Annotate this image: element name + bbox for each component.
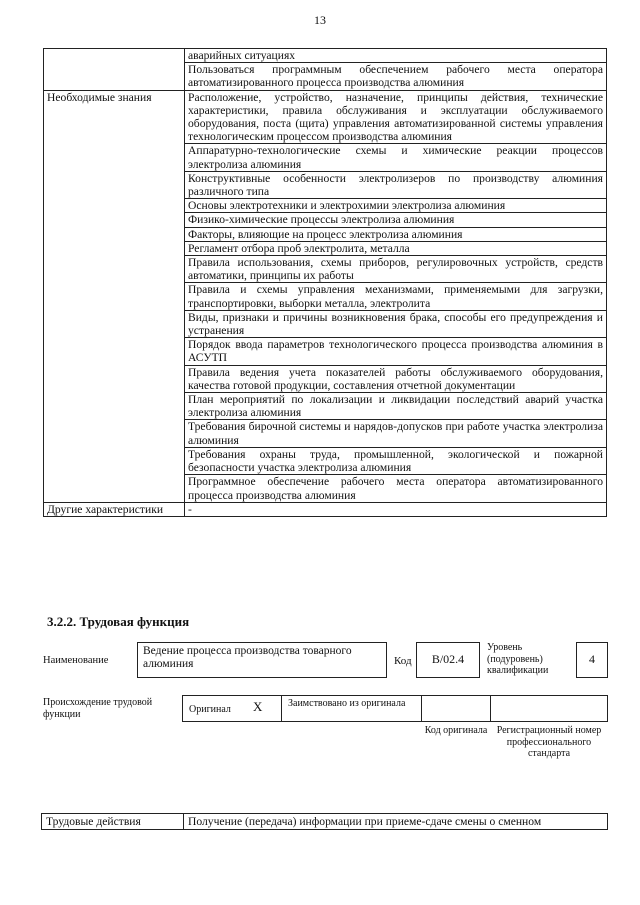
table-row (42, 814, 608, 830)
function-name-box (137, 642, 387, 678)
row-value: Пользоваться программным обеспечением рабочего места оператора автоматизированного процесса производства алюминия (185, 63, 607, 90)
row-value: - (185, 502, 607, 516)
row-value: Правила и схемы управления механизмами, применяемыми для загрузки, транспортировки, выборки металла, электролита (185, 283, 607, 310)
row-value: Требования бирочной системы и нарядов-допусков при работе участка электролиза алюминия (185, 420, 607, 447)
row-label: Другие характеристики (44, 502, 185, 516)
table-row (44, 90, 607, 144)
row-value: Виды, признаки и причины возникновения брака, способы его предупреждения и устранения (185, 310, 607, 337)
level-box (576, 642, 608, 678)
page-number: 13 (314, 13, 326, 27)
original-label: Оригинал (189, 704, 231, 715)
table-row (44, 49, 607, 63)
section-heading: 3.2.2. Трудовая функция (47, 614, 190, 629)
borrowed-box (281, 695, 422, 722)
row-label: Необходимые знания (44, 90, 185, 502)
table-row (44, 502, 607, 516)
knowledge-table-body (44, 49, 607, 517)
level-label: Уровень (подуровень) квалификации (487, 642, 549, 676)
borrowed-label: Заимствовано из оригинала (288, 698, 406, 709)
labor-actions-table (41, 813, 608, 830)
labor-actions-label: Трудовые действия (42, 814, 184, 830)
row-value: Программное обеспечение рабочего места оператора автоматизированного процесса производства алюминия (185, 475, 607, 502)
name-label: Наименование (43, 655, 109, 666)
reg-number-caption: Регистрационный номер профессионального стандарта (496, 725, 602, 759)
row-value: аварийных ситуациях (185, 49, 607, 63)
row-value: Аппаратурно-технологические схемы и химические реакции процессов электролиза алюминия (185, 144, 607, 171)
code-original-box (421, 695, 491, 722)
row-value: Основы электротехники и электрохимии электролиза алюминия (185, 199, 607, 213)
original-box (182, 695, 282, 722)
row-value: Правила ведения учета показателей работы обслуживаемого оборудования, качества готовой продукции, составления отчетной документации (185, 365, 607, 392)
original-mark: X (253, 699, 263, 714)
row-value: Порядок ввода параметров технологического процесса производства алюминия в АСУТП (185, 338, 607, 365)
row-value: План мероприятий по локализации и ликвидации последствий аварий участка электролиза алюминия (185, 393, 607, 420)
code-original-caption: Код оригинала (424, 725, 488, 736)
row-value: Расположение, устройство, назначение, принципы действия, технические характеристики, правила обслуживания и эксплуатации обслуживаемого оборудования, поста (щита) управления автоматизированной системы управления технологическим процессом производства алюминия (185, 90, 607, 144)
code-label: Код (394, 655, 412, 667)
row-value: Правила использования, схемы приборов, регулировочных устройств, средств автоматики, принципы их работы (185, 256, 607, 283)
row-value: Факторы, влияющие на процесс электролиза алюминия (185, 227, 607, 241)
code-box (416, 642, 480, 678)
row-label (44, 49, 185, 91)
labor-actions-value: Получение (передача) информации при приеме-сдаче смены о сменном (184, 814, 608, 830)
function-name-value: Ведение процесса производства товарного алюминия (143, 645, 352, 670)
reg-number-box (490, 695, 608, 722)
level-value: 4 (589, 652, 595, 666)
knowledge-table (43, 48, 607, 517)
row-value: Конструктивные особенности электролизеров по производству алюминия различного типа (185, 171, 607, 198)
row-value: Регламент отбора проб электролита, металла (185, 241, 607, 255)
row-value: Физико-химические процессы электролиза алюминия (185, 213, 607, 227)
code-value: B/02.4 (431, 652, 465, 666)
origin-label: Происхождение трудовой функции (43, 697, 153, 720)
row-value: Требования охраны труда, промышленной, экологической и пожарной безопасности участка электролиза алюминия (185, 447, 607, 474)
